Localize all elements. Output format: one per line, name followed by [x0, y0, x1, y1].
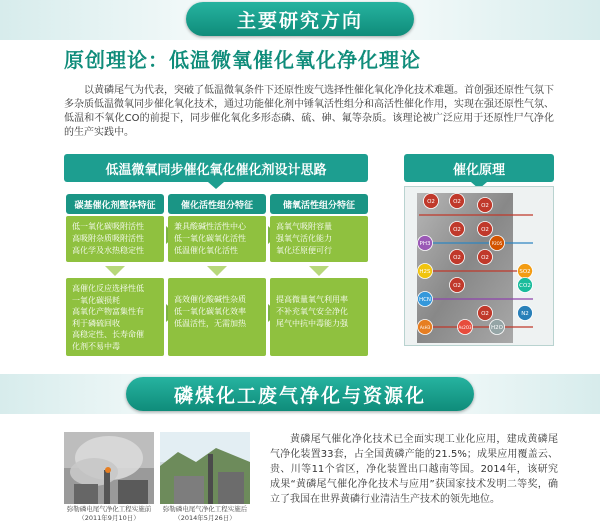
column-2-head: 催化活性组分特征: [168, 194, 266, 214]
main-heading: 主要研究方向: [236, 9, 363, 32]
before-photo: [64, 432, 154, 504]
column-2-bottom-box: [168, 278, 266, 356]
col1-bottom-line-1: 高催化反应选择性低: [72, 284, 144, 293]
col2-bottom-line-2: 低一氧化碳氧化效率: [174, 307, 246, 316]
theory-intro: 以黄磷尾气为代表，突破了低温微氧条件下还原性废气选择性催化氧化净化技术难题。首创强还原性气氛下多杂质低温微氧同步催化氧化技术，通过功能催化剂中锤氧活性组分和高活性催化作用，实现在强还原性气氛、低温和不氧化CO的前提下，同步催化氧化多形态磷、硫、砷、氟等杂质。该理论被广泛应用于还原性尸气净化的生产实践中。: [64, 85, 554, 138]
col1-bottom-line-3: 高氧化产物富集性有: [72, 307, 144, 316]
col1-bottom-line-5: 高稳定性、长寿命催: [72, 330, 144, 339]
column-1-head: 碳基催化剂整体特征: [66, 194, 164, 214]
molecule-label: O2: [481, 311, 489, 318]
molecule-label: H2S: [419, 269, 431, 276]
design-header: [64, 154, 368, 182]
design-column-2: [168, 194, 266, 354]
smoky-plant-image: [64, 432, 154, 504]
molecule-label: O2: [453, 283, 461, 290]
col3-top-line-3: 氧化还原便可行: [276, 246, 332, 255]
molecule-label: CO2: [519, 283, 531, 290]
molecule-label: PH3: [419, 241, 431, 248]
col1-top-line-3: 高化学及水热稳定性: [72, 246, 144, 255]
molecule-label: O2: [453, 199, 461, 206]
down-arrow-icon: [105, 266, 125, 276]
molecule-label: O2: [481, 227, 489, 234]
col2-top-line-3: 低温催化氧化活性: [174, 246, 238, 255]
column-1-bottom-box: [66, 278, 164, 356]
col1-bottom-line-2: 一氧化碳损耗: [72, 295, 120, 305]
col3-bottom-line-3: 尾气中抗中毒能力强: [276, 319, 348, 328]
column-1-top-box: [66, 216, 164, 262]
col3-top-line-2: 强氧气活化能力: [276, 234, 332, 243]
molecule-label: As2O3: [458, 325, 472, 331]
molecule-label: O2: [481, 255, 489, 262]
column-3-top-box: [270, 216, 368, 262]
down-arrow-icon: [309, 266, 329, 276]
col3-bottom-line-1: 提高微量氧气利用率: [276, 295, 348, 304]
molecule-label: O2: [427, 199, 435, 206]
after-photo: [160, 432, 250, 504]
molecule-label: N2: [521, 311, 529, 318]
section2-banner: [126, 377, 474, 411]
column-2-top-box: [168, 216, 266, 262]
down-arrow-icon: [207, 266, 227, 276]
col1-top-line-1: 低一氧化碳吸附活性: [72, 222, 144, 231]
molecule-label: AsH3: [419, 325, 431, 331]
col3-top-line-1: 高氧气吸附容量: [276, 222, 332, 231]
clean-plant-image: [160, 432, 250, 504]
col2-top-line-1: 兼具酸碱性活性中心: [174, 222, 246, 231]
col2-bottom-line-1: 高效催化酸碱性杂质: [174, 295, 246, 304]
col2-bottom-line-3: 低温活性，无需加热: [174, 319, 246, 328]
col1-top-line-2: 高吸附杂质吸附活性: [72, 234, 144, 243]
col1-bottom-line-6: 化剂不易中毒: [72, 341, 120, 351]
catalysis-diagram-svg: [405, 187, 555, 347]
column-3-head: 储氧活性组分特征: [270, 194, 368, 214]
design-column-3: [270, 194, 368, 354]
molecule-label: HCN: [418, 297, 432, 304]
col1-bottom-line-4: 利于磷硫回收: [72, 318, 120, 328]
molecule-label: O2: [453, 227, 461, 234]
main-heading-banner: [186, 2, 414, 36]
molecule-label: O2: [481, 203, 489, 210]
column-3-bottom-box: [270, 278, 368, 356]
col2-top-line-2: 低一氧化碳氧化活性: [174, 234, 246, 243]
molecule-label: SO2: [519, 269, 531, 276]
design-title: 低温微氧同步催化氧化催化剂设计思路: [105, 162, 327, 178]
molecule-label: H2O: [491, 325, 503, 332]
molecule-label: O2: [453, 255, 461, 262]
catalysis-principle-diagram: [404, 186, 554, 346]
results-text: 黄磷尾气催化净化技术已全面实现工业化应用，建成黄磷尾气净化装置33套，占全国黄磷产能的21.5%；成果应用覆盖云、贵、川等11个省区，净化装置出口越南等国。2014年，该研究成果“黄磷尾气催化净化技术与应用”获国家技术发明二等奖，确立了我国在世界黄磷行业清洁生产技术的领先地位。: [270, 434, 558, 505]
col3-bottom-line-2: 不补充氧气安全净化: [276, 307, 348, 316]
section2-title: 磷煤化工废气净化与资源化: [173, 384, 426, 407]
after-photo-caption: 弥勒磷电尾气净化工程实施后（2014年5月26日）: [162, 505, 248, 522]
molecule-label: P2O5: [491, 241, 503, 247]
theory-title: 原创理论：低温微氧催化氧化净化理论: [64, 48, 421, 72]
principle-header: [404, 154, 554, 182]
principle-title: 催化原理: [452, 162, 505, 178]
before-photo-caption: 弥勒磷电尾气净化工程实施前（2011年9月10日）: [66, 505, 152, 522]
design-column-1: [66, 194, 164, 354]
